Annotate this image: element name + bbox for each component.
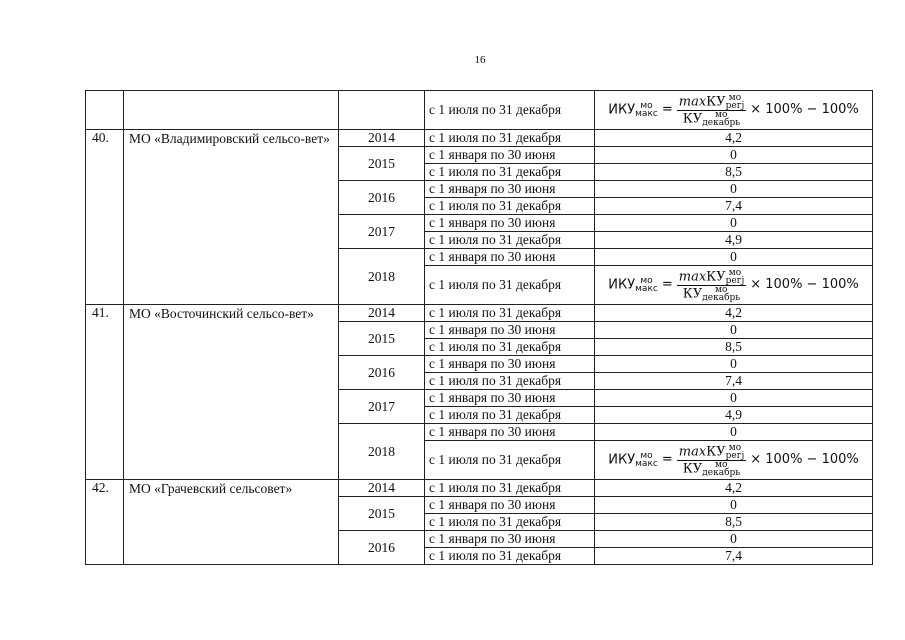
table-row [86,305,873,322]
formula-fraction [677,269,746,302]
formula: ИКУ мо макс = maxКУ мо регj КУ мо декабрь × 100% − 100% [608,442,859,478]
period-cell: с 1 июля по 31 декабря [425,441,595,480]
period-cell: с 1 июля по 31 декабря [425,198,595,215]
value-cell: 0 [595,215,873,232]
page-number: 16 [474,54,486,66]
value-cell: 8,5 [595,339,873,356]
period-cell: с 1 января по 30 июня [425,147,595,164]
period-cell: с 1 января по 30 июня [425,322,595,339]
year-cell: 2017 [339,215,425,249]
value-cell: 0 [595,181,873,198]
table-row [86,130,873,147]
value-cell [595,441,873,480]
period-cell: с 1 июля по 31 декабря [425,339,595,356]
period-cell: с 1 июля по 31 декабря [425,91,595,130]
period-cell: с 1 января по 30 июня [425,356,595,373]
period-cell: с 1 января по 30 июня [425,531,595,548]
period-cell: с 1 июля по 31 декабря [425,232,595,249]
entity-number: 40. [86,130,124,305]
period-cell: с 1 июля по 31 декабря [425,305,595,322]
year-cell: 2015 [339,497,425,531]
value-cell: 7,4 [595,198,873,215]
period-cell: с 1 января по 30 июня [425,249,595,266]
year-cell: 2014 [339,305,425,322]
formula-tail: × 100% − 100% [750,452,859,467]
period-cell: с 1 января по 30 июня [425,424,595,441]
period-cell: с 1 января по 30 июня [425,181,595,198]
value-cell: 0 [595,390,873,407]
period-cell: с 1 июля по 31 декабря [425,164,595,181]
entity-number: 41. [86,305,124,480]
entity-name: МО «Восточинский сельсо-вет» [124,305,339,480]
table-row [86,480,873,497]
value-cell: 0 [595,322,873,339]
value-cell: 7,4 [595,373,873,390]
period-cell: с 1 июля по 31 декабря [425,514,595,531]
value-cell: 7,4 [595,548,873,565]
value-cell: 0 [595,356,873,373]
formula-denominator: КУ мо декабрь [682,284,741,303]
value-cell: 4,2 [595,480,873,497]
period-cell: с 1 июля по 31 декабря [425,548,595,565]
entity-name: МО «Грачевский сельсовет» [124,480,339,565]
tariff-index-table [85,90,873,565]
formula: ИКУ мо макс = maxКУ мо регj КУ мо декабрь × 100% − 100% [608,267,859,303]
year-cell [339,91,425,130]
formula-numerator: maxКУ мо регj [678,442,745,461]
year-cell: 2017 [339,390,425,424]
year-cell: 2016 [339,181,425,215]
year-cell: 2014 [339,130,425,147]
period-cell: с 1 июля по 31 декабря [425,480,595,497]
formula-numerator: maxКУ мо регj [678,267,745,286]
year-cell: 2016 [339,531,425,565]
value-cell: 4,9 [595,232,873,249]
formula: ИКУ мо макс = maxКУ мо регj КУ мо декабрь × 100% − 100% [608,92,859,128]
value-cell: 4,2 [595,305,873,322]
year-cell: 2016 [339,356,425,390]
value-cell: 0 [595,249,873,266]
value-cell: 4,2 [595,130,873,147]
formula-lhs: ИКУ мо макс [608,100,658,119]
period-cell: с 1 января по 30 июня [425,390,595,407]
formula-lhs: ИКУ мо макс [608,450,658,469]
year-cell: 2018 [339,249,425,305]
year-cell: 2015 [339,147,425,181]
formula-fraction [677,94,746,127]
entity-name: МО «Владимировский сельсо-вет» [124,130,339,305]
value-cell: 8,5 [595,514,873,531]
formula-tail: × 100% − 100% [750,277,859,292]
formula-lhs: ИКУ мо макс [608,275,658,294]
value-cell: 8,5 [595,164,873,181]
formula-fraction [677,444,746,477]
formula-numerator: maxКУ мо регj [678,92,745,111]
value-cell [595,266,873,305]
entity-number: 42. [86,480,124,565]
value-cell: 0 [595,147,873,164]
number-cell [86,91,124,130]
formula-denominator: КУ мо декабрь [682,109,741,128]
period-cell: с 1 января по 30 июня [425,215,595,232]
year-cell: 2014 [339,480,425,497]
period-cell: с 1 июля по 31 декабря [425,373,595,390]
year-cell: 2018 [339,424,425,480]
value-cell: 4,9 [595,407,873,424]
period-cell: с 1 июля по 31 декабря [425,130,595,147]
period-cell: с 1 июля по 31 декабря [425,407,595,424]
formula-denominator: КУ мо декабрь [682,459,741,478]
period-cell: с 1 июля по 31 декабря [425,266,595,305]
name-cell [124,91,339,130]
value-cell [595,91,873,130]
value-cell: 0 [595,424,873,441]
value-cell: 0 [595,497,873,514]
value-cell: 0 [595,531,873,548]
year-cell: 2015 [339,322,425,356]
formula-tail: × 100% − 100% [750,102,859,117]
table-row [86,91,873,130]
period-cell: с 1 января по 30 июня [425,497,595,514]
